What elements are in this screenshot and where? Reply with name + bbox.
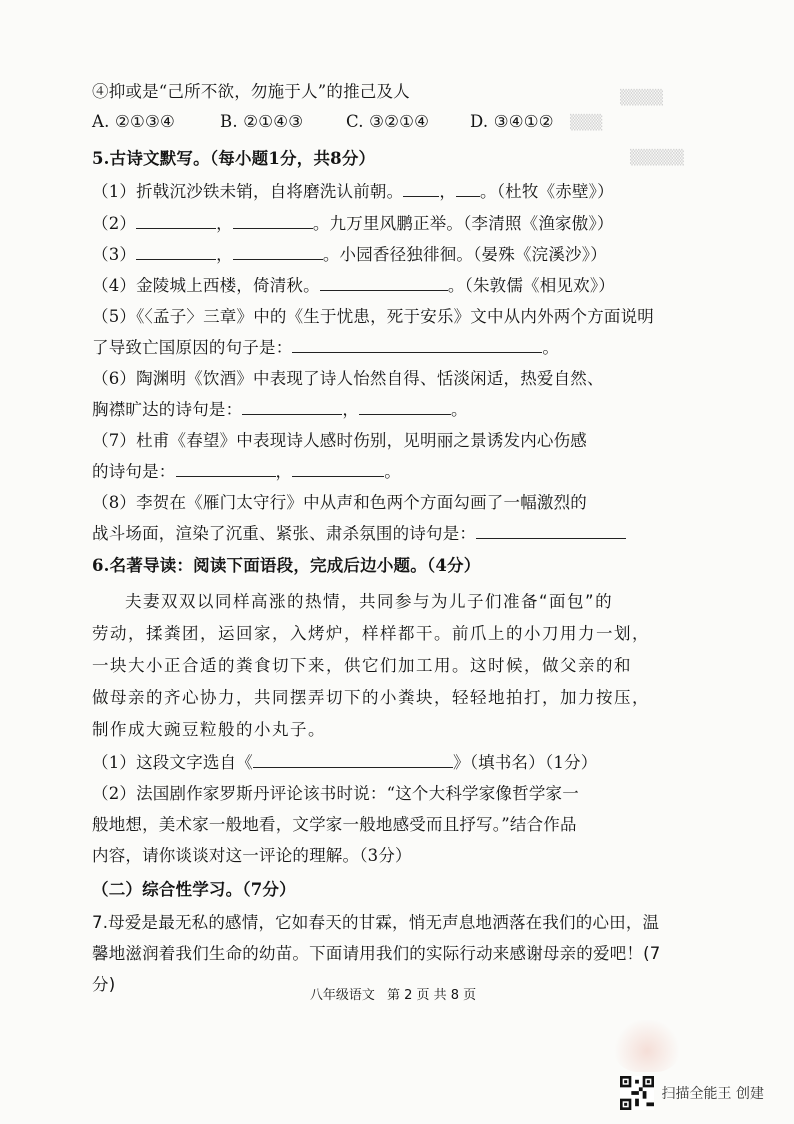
q5-item-1: （1）折戟沉沙铁未销，自将磨洗认前朝。 ， 。（杜牧《赤壁》） (92, 182, 614, 201)
choice-a: A. ②①③④ (92, 112, 175, 131)
answer-blank[interactable] (476, 524, 626, 539)
answer-blank[interactable] (292, 462, 384, 477)
passage-line: 劳动，揉粪团，运回家，入烤炉，样样都干。前爪上的小刀用力一划， (92, 624, 650, 643)
q6-sub-2-line: 内容，请你谈谈对这一评论的理解。（3分） (92, 846, 412, 865)
q7-line: 7.母爱是最无私的感情，它如春天的甘霖，悄无声息地洒落在我们的心田，温 (92, 913, 660, 932)
finger-smudge (612, 1020, 682, 1072)
answer-blank[interactable] (233, 214, 313, 229)
q5-item-7-line2: 的诗句是： ， 。 (92, 462, 401, 481)
q5-item-7-line1: （7）杜甫《春望》中表现诗人感时伤别，见明丽之景诱发内心伤感 (92, 431, 587, 450)
passage-line: 制作成大豌豆粒般的小丸子。 (92, 720, 326, 739)
answer-blank[interactable] (359, 400, 451, 415)
book-title-blank[interactable] (253, 753, 453, 768)
q6-sub-2-line: 般地想，美术家一般地看，文学家一般地感受而且抒写。”结合作品 (92, 815, 577, 834)
section-2-heading: （二）综合性学习。（7分） (92, 880, 296, 899)
q6-sub-1: （1）这段文字选自《 》（填书名）（1分） (92, 753, 598, 772)
page-footer (0, 984, 794, 1003)
q5-item-6-line1: （6）陶渊明《饮酒》中表现了诗人怡然自得、恬淡闲适，热爱自然、 (92, 369, 604, 388)
answer-blank[interactable] (136, 214, 216, 229)
q5-item-5-line2: 了导致亡国原因的句子是： 。 (92, 338, 560, 357)
footer-page-number: 第 2 页 共 8 页 (386, 988, 477, 1003)
choice-d: D. ③④①② (470, 112, 554, 131)
q4-option-four: ④抑或是“己所不欲，勿施于人”的推己及人 (92, 82, 410, 101)
bleed-through-mark: ▒▒▒▒ (620, 90, 664, 106)
qr-code-icon (620, 1076, 654, 1110)
q7-line: 馨地滋润着我们生命的幼苗。下面请用我们的实际行动来感谢母亲的爱吧！(7 (92, 944, 661, 963)
bleed-through-mark: ▒▒▒▒▒ (630, 150, 684, 166)
answer-blank[interactable] (456, 182, 480, 197)
choice-b: B. ②①④③ (220, 112, 304, 131)
q6-sub-2-line: （2）法国剧作家罗斯丹评论该书时说：“这个大科学家像哲学家一 (92, 784, 579, 803)
scanner-watermark (620, 1076, 764, 1110)
q5-item-8-line2: 战斗场面，渲染了沉重、紧张、肃杀氛围的诗句是： (92, 520, 692, 544)
bleed-through-mark: ▒▒▒ (570, 115, 603, 131)
q7-line: 分) (92, 975, 116, 994)
q5-item-2: （2） ， 。九万里风鹏正举。（李清照《渔家傲》） (92, 214, 614, 233)
choice-c: C. ③②①④ (346, 112, 430, 131)
footer-subject: 八年级语文 (309, 988, 375, 1003)
watermark-text: 扫描全能王 创建 (661, 1086, 764, 1102)
answer-blank[interactable] (403, 182, 439, 197)
answer-blank[interactable] (242, 400, 342, 415)
q5-item-8-line1: （8）李贺在《雁门太守行》中从声和色两个方面勾画了一幅激烈的 (92, 493, 587, 512)
q5-item-4: （4）金陵城上西楼，倚清秋。 。（朱敦儒《相见欢》） (92, 276, 616, 295)
passage-line: 做母亲的齐心协力，共同摆弄切下的小粪块，轻轻地拍打，加力按压， (92, 688, 650, 707)
passage-line: 一块大小正合适的粪食切下来，供它们加工用。这时候，做父亲的和 (92, 656, 632, 675)
q5-item-5-line1: （5）《〈孟子〉三章》中的《生于忧患，死于安乐》文中从内外两个方面说明 (92, 307, 654, 326)
answer-blank[interactable] (176, 462, 276, 477)
q6-heading: 6.名著导读：阅读下面语段，完成后边小题。（4分） (92, 556, 481, 575)
passage-line: 夫妻双双以同样高涨的热情，共同参与为儿子们准备“面包”的 (125, 592, 614, 611)
answer-blank[interactable] (292, 338, 542, 353)
q5-item-3: （3） ， 。小园香径独徘徊。（晏殊《浣溪沙》） (92, 245, 607, 264)
q5-item-6-line2: 胸襟旷达的诗句是： ， 。 (92, 400, 468, 419)
answer-blank[interactable] (233, 245, 323, 260)
answer-blank[interactable] (320, 276, 448, 291)
answer-blank[interactable] (136, 245, 216, 260)
q5-heading: 5.古诗文默写。（每小题1分，共8分） (92, 149, 376, 168)
